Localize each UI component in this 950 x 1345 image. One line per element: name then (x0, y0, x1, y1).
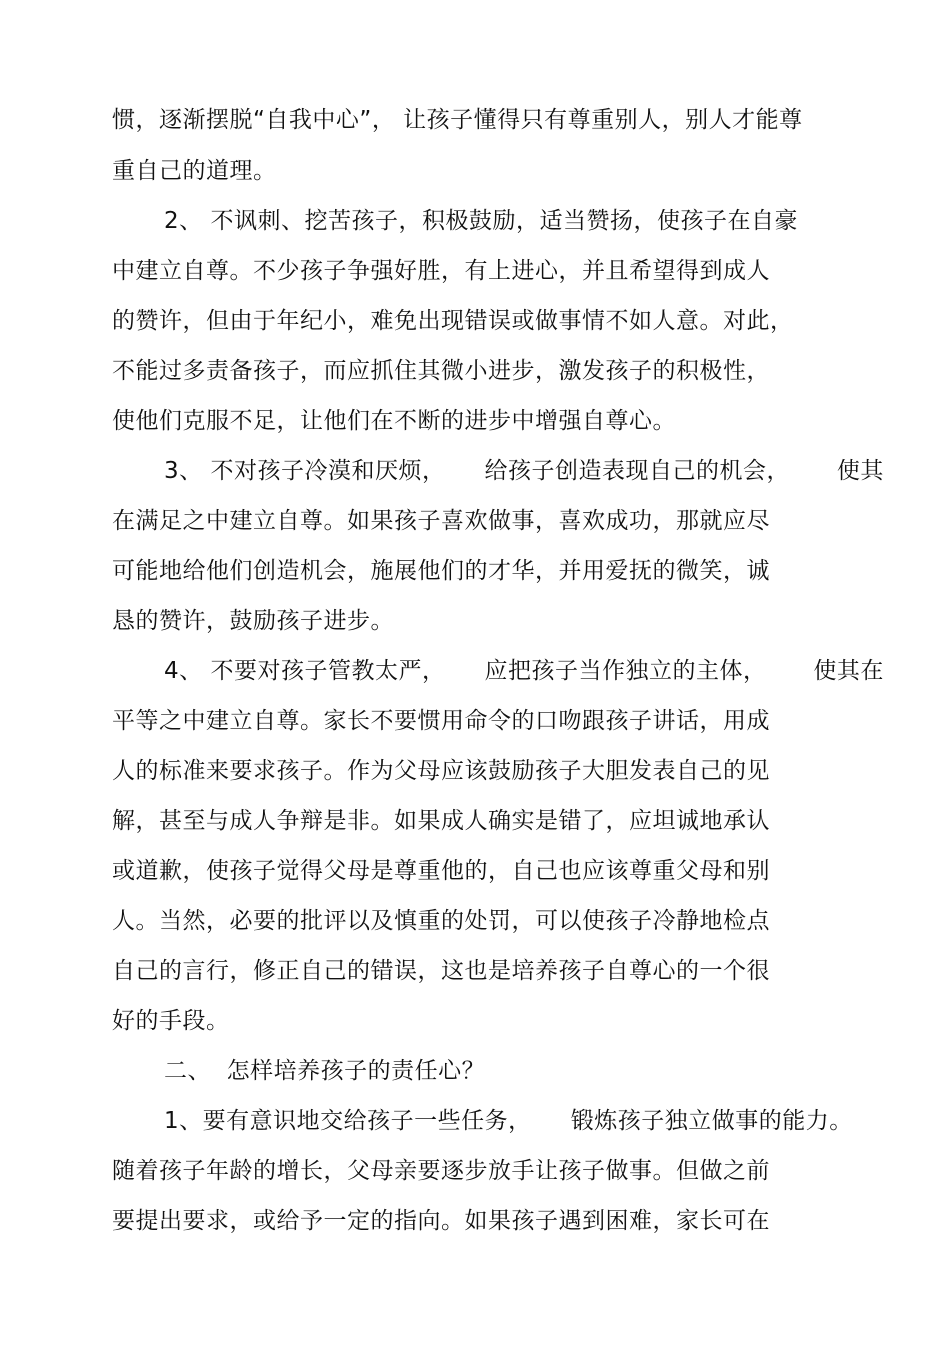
text-line: 在满足之中建立自尊。如果孩子喜欢做事，喜欢成功，那就应尽 (112, 508, 770, 534)
text-line: 中建立自尊。不少孩子争强好胜，有上进心，并且希望得到成人 (112, 258, 770, 284)
text-line: 平等之中建立自尊。家长不要惯用命令的口吻跟孩子讲话，用成 (112, 708, 770, 734)
text-line: 好的手段。 (112, 1008, 230, 1034)
text-line: 随着孩子年龄的增长，父母亲要逐步放手让孩子做事。但做之前 (112, 1158, 770, 1184)
section-heading: 二、 怎样培养孩子的责任心？ (164, 1058, 486, 1084)
text-line: 的赞许，但由于年纪小，难免出现错误或做事情不如人意。对此， (112, 308, 794, 334)
text-line: 可能地给他们创造机会，施展他们的才华，并用爱抚的微笑，诚 (112, 558, 770, 584)
paragraph-3-start: 3、 不对孩子冷漠和厌烦， 给孩子创造表现自己的机会， 使其 (164, 458, 884, 484)
text-line: 使他们克服不足，让他们在不断的进步中增强自尊心。 (112, 408, 676, 434)
text-line: 自己的言行，修正自己的错误，这也是培养孩子自尊心的一个很 (112, 958, 770, 984)
text-line: 或道歉，使孩子觉得父母是尊重他的，自己也应该尊重父母和别 (112, 858, 770, 884)
text-line: 不能过多责备孩子，而应抓住其微小进步，激发孩子的积极性， (112, 358, 770, 384)
paragraph-2-start: 2、 不讽刺、挖苦孩子，积极鼓励，适当赞扬，使孩子在自豪 (164, 208, 798, 234)
text-line: 惯，逐渐摆脱“自我中心”， 让孩子懂得只有尊重别人，别人才能尊 (112, 107, 803, 133)
text-line: 重自己的道理。 (112, 158, 277, 184)
paragraph-section-2-1-start: 1、要有意识地交给孩子一些任务， 锻炼孩子独立做事的能力。 (164, 1108, 853, 1134)
text-line: 人的标准来要求孩子。作为父母应该鼓励孩子大胆发表自己的见 (112, 758, 770, 784)
text-line: 要提出要求，或给予一定的指向。如果孩子遇到困难，家长可在 (112, 1208, 770, 1234)
paragraph-4-start: 4、 不要对孩子管教太严， 应把孩子当作独立的主体， 使其在 (164, 658, 884, 684)
text-line: 人。当然，必要的批评以及慎重的处罚，可以使孩子冷静地检点 (112, 908, 770, 934)
text-line: 恳的赞许，鼓励孩子进步。 (112, 608, 394, 634)
text-line: 解，甚至与成人争辩是非。如果成人确实是错了，应坦诚地承认 (112, 808, 770, 834)
